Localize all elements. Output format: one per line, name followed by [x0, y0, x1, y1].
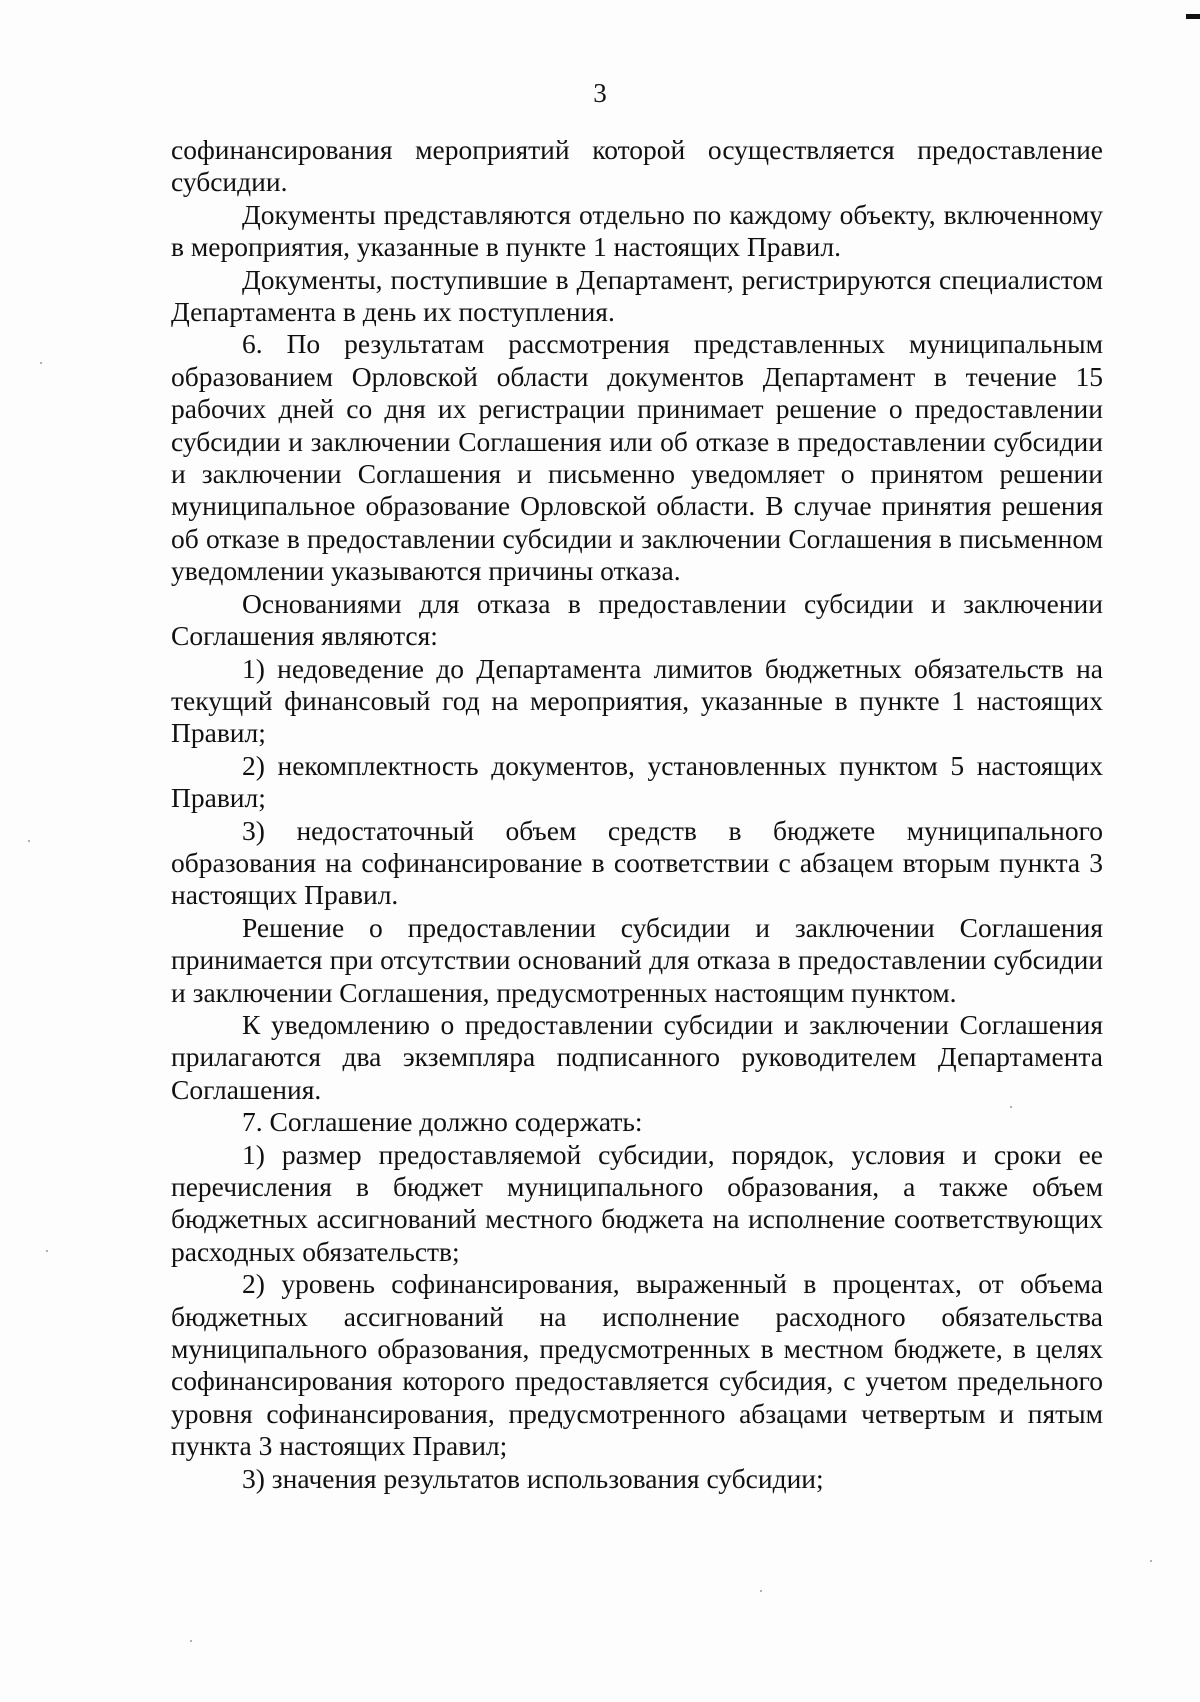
scan-speck	[760, 1590, 762, 1592]
page-number: 3	[593, 78, 607, 108]
paragraph: 6. По результатам рассмотрения представленных муниципальным образованием Орловской области документов Департамент в течение 15 рабочих дней со дня их регистрации принимает решение о предоставлении субсидии и заключении Соглашения или об отказе в предоставлении субсидии и заключении Соглашения и письменно уведомляет о принятом решении муниципальное образование Орловской области. В случае принятия решения об отказе в предоставлении субсидии и заключении Соглашения в письменном уведомлении указываются причины отказа.	[171, 328, 1103, 587]
scan-speck	[190, 1640, 192, 1642]
list-item: 1) недоведение до Департамента лимитов бюджетных обязательств на текущий финансовый год на мероприятия, указанные в пункте 1 настоящих Правил;	[171, 652, 1103, 749]
scan-speck	[1150, 1560, 1152, 1562]
list-item: 3) недостаточный объем средств в бюджете муниципального образования на софинансирование в соответствии с абзацем вторым пункта 3 настоящих Правил.	[171, 814, 1103, 911]
scan-speck	[46, 1250, 48, 1252]
scan-speck	[1010, 1106, 1012, 1108]
paragraph: Решение о предоставлении субсидии и заключении Соглашения принимается при отсутствии оснований для отказа в предоставлении субсидии и заключении Соглашения, предусмотренных настоящим пунктом.	[171, 911, 1103, 1008]
paragraph: софинансирования мероприятий которой осуществляется предоставление субсидии.	[171, 134, 1103, 198]
paragraph: Документы, поступившие в Департамент, регистрируются специалистом Департамента в день их поступления.	[171, 263, 1103, 328]
list-item: 3) значения результатов использования субсидии;	[242, 1462, 824, 1494]
scan-edge-mark	[1186, 14, 1200, 19]
list-item: 2) уровень софинансирования, выраженный в процентах, от объема бюджетных ассигнований на исполнение расходного обязательства муниципального образования, предусмотренных в местном бюджете, в целях софинансирования которого предоставляется субсидия, с учетом предельного уровня софинансирования, предусмотренного абзацами четвертым и пятым пункта 3 настоящих Правил;	[171, 1268, 1103, 1462]
scan-speck	[40, 362, 42, 364]
paragraph: 7. Соглашение должно содержать:	[242, 1106, 643, 1138]
paragraph: Основаниями для отказа в предоставлении субсидии и заключении Соглашения являются:	[171, 587, 1103, 652]
document-body	[171, 134, 1103, 1495]
paragraph: Документы представляются отдельно по каждому объекту, включенному в мероприятия, указанные в пункте 1 настоящих Правил.	[171, 198, 1103, 263]
paragraph: К уведомлению о предоставлении субсидии и заключении Соглашения прилагаются два экземпляра подписанного руководителем Департамента Соглашения.	[171, 1008, 1103, 1105]
scan-speck	[28, 840, 30, 842]
list-item: 1) размер предоставляемой субсидии, порядок, условия и сроки ее перечисления в бюджет муниципального образования, а также объем бюджетных ассигнований местного бюджета на исполнение соответствующих расходных обязательств;	[171, 1138, 1103, 1267]
list-item: 2) некомплектность документов, установленных пунктом 5 настоящих Правил;	[171, 749, 1103, 814]
